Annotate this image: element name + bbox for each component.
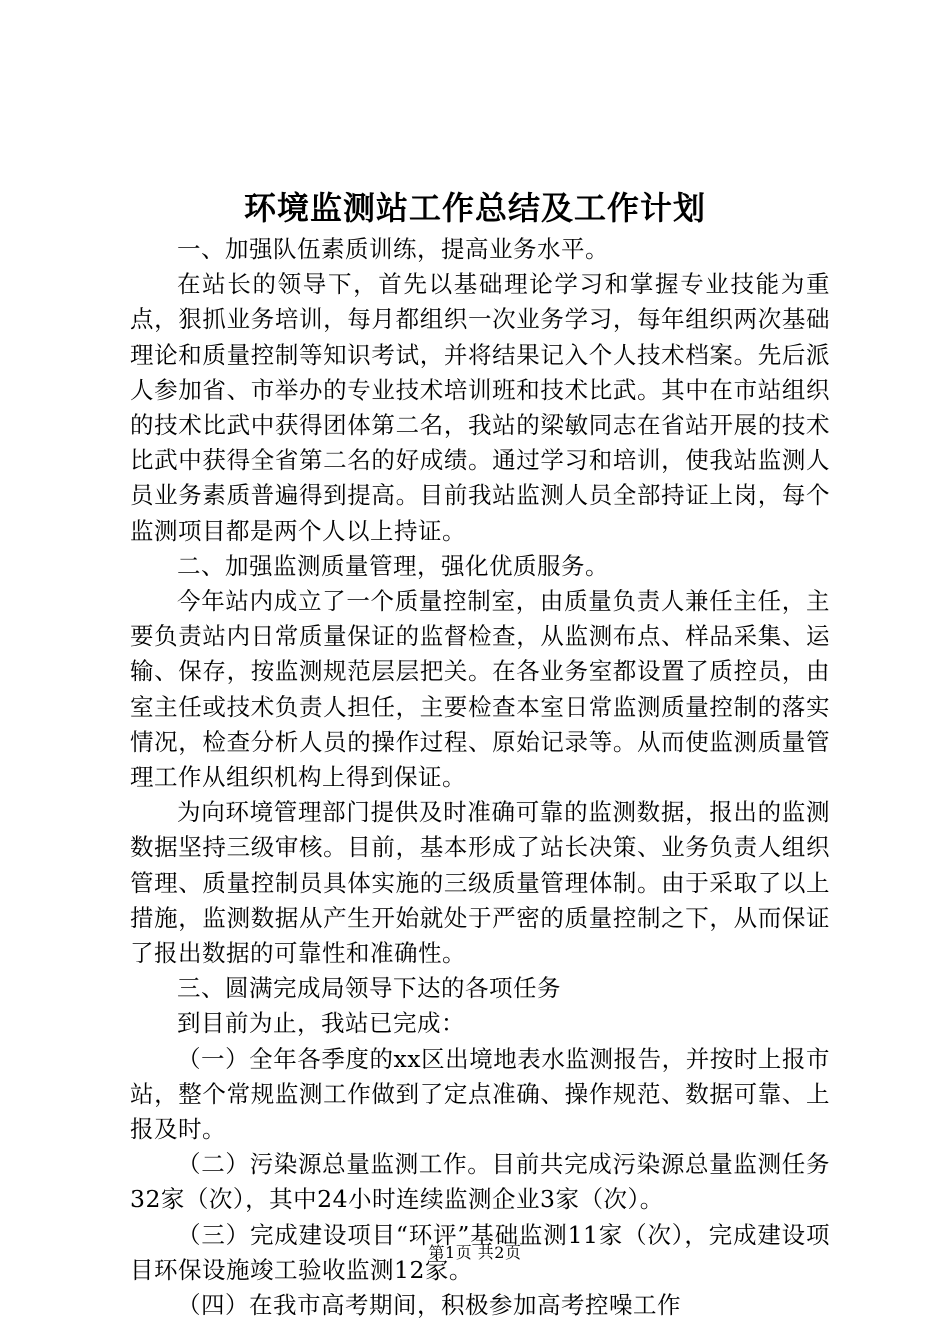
list-item-4: （四）在我市高考期间，积极参加高考控噪工作 <box>177 1291 681 1320</box>
section-heading-1: 一、加强队伍素质训练，提高业务水平。 <box>177 235 609 263</box>
paragraph-training: 在站长的领导下，首先以基础理论学习和掌握专业技能为重点，狠抓业务培训，每月都组织一次业务学习，每年组织两次基础理论和质量控制等知识考试，并将结果记入个人技术档案。先后派人参加省、市举办的专业技术培训班和技术比武。其中在市站组织的技术比武中获得团体第二名，我站的梁敏同志在省站开展的技术比武中获得全省第二名的好成绩。通过学习和培训，使我站监测人员业务素质普遍得到提高。目前我站监测人员全部持证上岗，每个监测项目都是两个人以上持证。 <box>130 270 830 545</box>
section-heading-3: 三、圆满完成局领导下达的各项任务 <box>177 974 561 1003</box>
list-item-3: （三）完成建设项目“环评”基础监测11家（次），完成建设项目环保设施竣工验收监测12家。 <box>130 1220 830 1284</box>
paragraph-quality-room: 今年站内成立了一个质量控制室，由质量负责人兼任主任，主要负责站内日常质量保证的监督检查，从监测布点、样品采集、运输、保存，按监测规范层层把关。在各业务室都设置了质控员，由室主任或技术负责人担任，主要检查本室日常监测质量控制的落实情况，检查分析人员的操作过程、原始记录等。从而使监测质量管理工作从组织机构上得到保证。 <box>130 587 830 792</box>
page-indicator: 第1页 共2页 <box>428 1243 522 1262</box>
document-title: 环境监测站工作总结及工作计划 <box>243 189 706 227</box>
section-heading-2: 二、加强监测质量管理，强化优质服务。 <box>177 551 609 580</box>
document-body <box>130 232 830 1323</box>
paragraph-completed-intro: 到目前为止，我站已完成： <box>177 1009 465 1038</box>
paragraph-data-review: 为向环境管理部门提供及时准确可靠的监测数据，报出的监测数据坚持三级审核。目前，基本形成了站长决策、业务负责人组织管理、质量控制员具体实施的三级质量管理体制。由于采取了以上措施，监测数据从产生开始就处于严密的质量控制之下，从而保证了报出数据的可靠性和准确性。 <box>130 798 830 968</box>
list-item-2: （二）污染源总量监测工作。目前共完成污染源总量监测任务32家（次），其中24小时连续监测企业3家（次）。 <box>130 1150 830 1214</box>
list-item-1: （一）全年各季度的xx区出境地表水监测报告，并按时上报市站，整个常规监测工作做到了定点准确、操作规范、数据可靠、上报及时。 <box>130 1044 830 1144</box>
